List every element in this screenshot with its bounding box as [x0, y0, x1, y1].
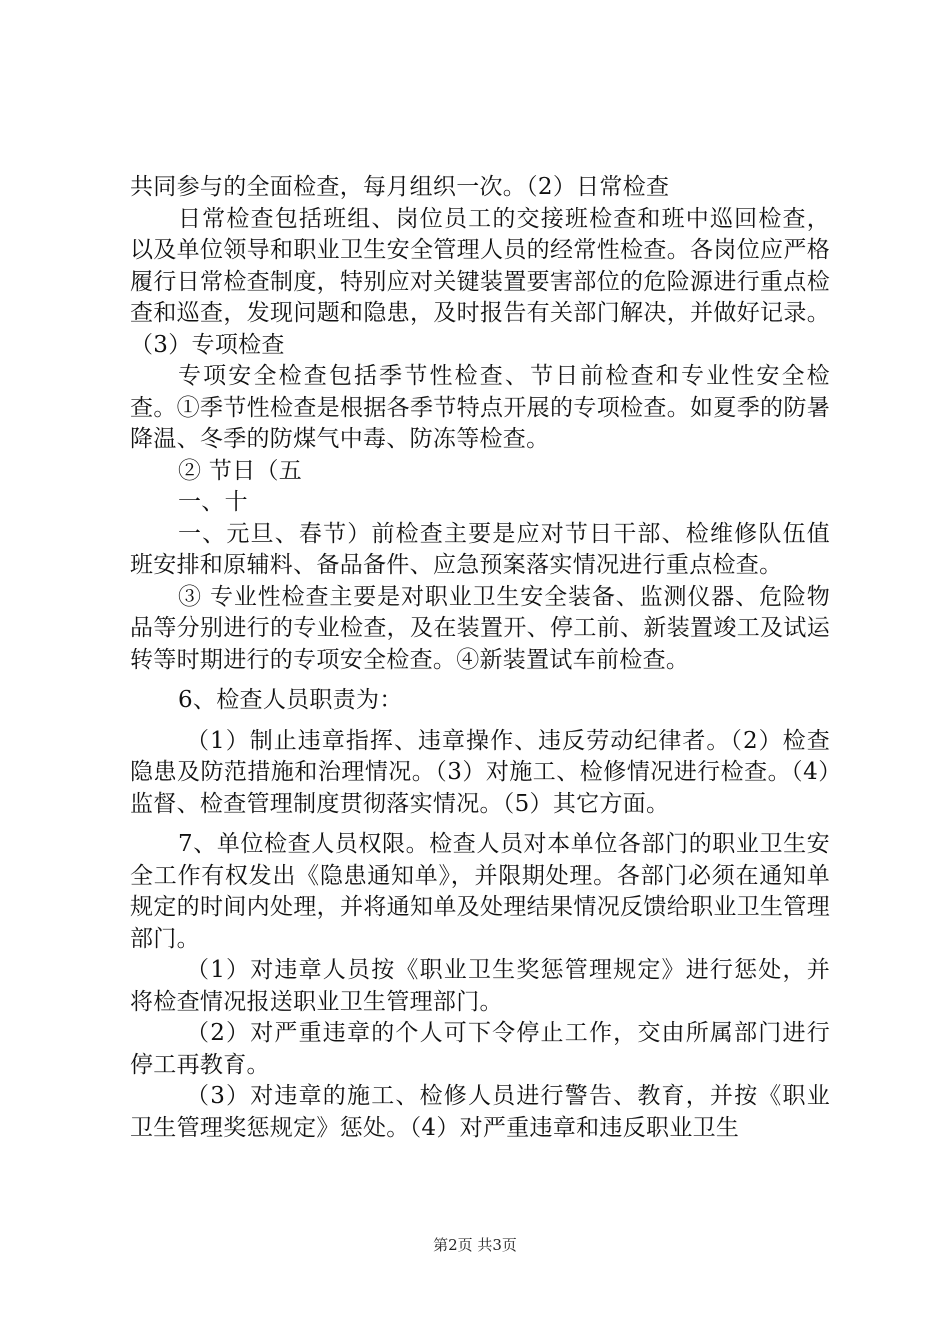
paragraph-daily-inspection: 日常检查包括班组、岗位员工的交接班检查和班中巡回检查，以及单位领导和职业卫生安全管理人员的经常性检查。各岗位应严格履行日常检查制度，特别应对关键装置要害部位的危险源进行重点检查和巡查，发现问题和隐患，及时报告有关部门解决，并做好记录。（3）专项检查 [130, 205, 830, 358]
paragraph-inspector-authority: 7、单位检查人员权限。检查人员对本单位各部门的职业卫生安全工作有权发出《隐患通知单》，并限期处理。各部门必须在通知单规定的时间内处理，并将通知单及处理结果情况反馈给职业卫生管理部门。 [130, 831, 830, 952]
paragraph-special-inspection: 专项安全检查包括季节性检查、节日前检查和专业性安全检查。①季节性检查是根据各季节特点开展的专项检查。如夏季的防暑降温、冬季的防煤气中毒、防冻等检查。 [130, 363, 830, 452]
paragraph-authority-item-1: （1）对违章人员按《职业卫生奖惩管理规定》进行惩处，并将检查情况报送职业卫生管理部门。 [130, 957, 830, 1015]
page-number-footer: 第2页 共3页 [433, 1236, 517, 1254]
paragraph-authority-item-3: （3）对违章的施工、检修人员进行警告、教育，并按《职业卫生管理奖惩规定》惩处。（4）对严重违章和违反职业卫生 [130, 1083, 830, 1141]
paragraph-authority-item-2: （2）对严重违章的个人可下令停止工作，交由所属部门进行停工再教育。 [130, 1020, 830, 1078]
paragraph-holiday-inspection: 一、元旦、春节）前检查主要是应对节日干部、检维修队伍值班安排和原辅料、备品备件、应急预案落实情况进行重点检查。 [130, 520, 830, 578]
document-body [130, 172, 830, 1144]
paragraph-continuation: 共同参与的全面检查，每月组织一次。（2）日常检查 [130, 174, 670, 200]
paragraph-inspector-duties-heading: 6、检查人员职责为： [178, 687, 403, 713]
paragraph-holiday-fragment: 一、十 [178, 489, 248, 515]
paragraph-holiday-heading: ② 节日（五 [178, 457, 303, 484]
paragraph-professional-inspection: ③ 专业性检查主要是对职业卫生安全装备、监测仪器、危险物品等分别进行的专业检查，及在装置开、停工前、新装置竣工及试运转等时期进行的专项安全检查。④新装置试车前检查。 [130, 583, 830, 673]
paragraph-inspector-duties: （1）制止违章指挥、违章操作、违反劳动纪律者。（2）检查隐患及防范措施和治理情况。（3）对施工、检修情况进行检查。（4）监督、检查管理制度贯彻落实情况。（5）其它方面。 [130, 727, 830, 817]
